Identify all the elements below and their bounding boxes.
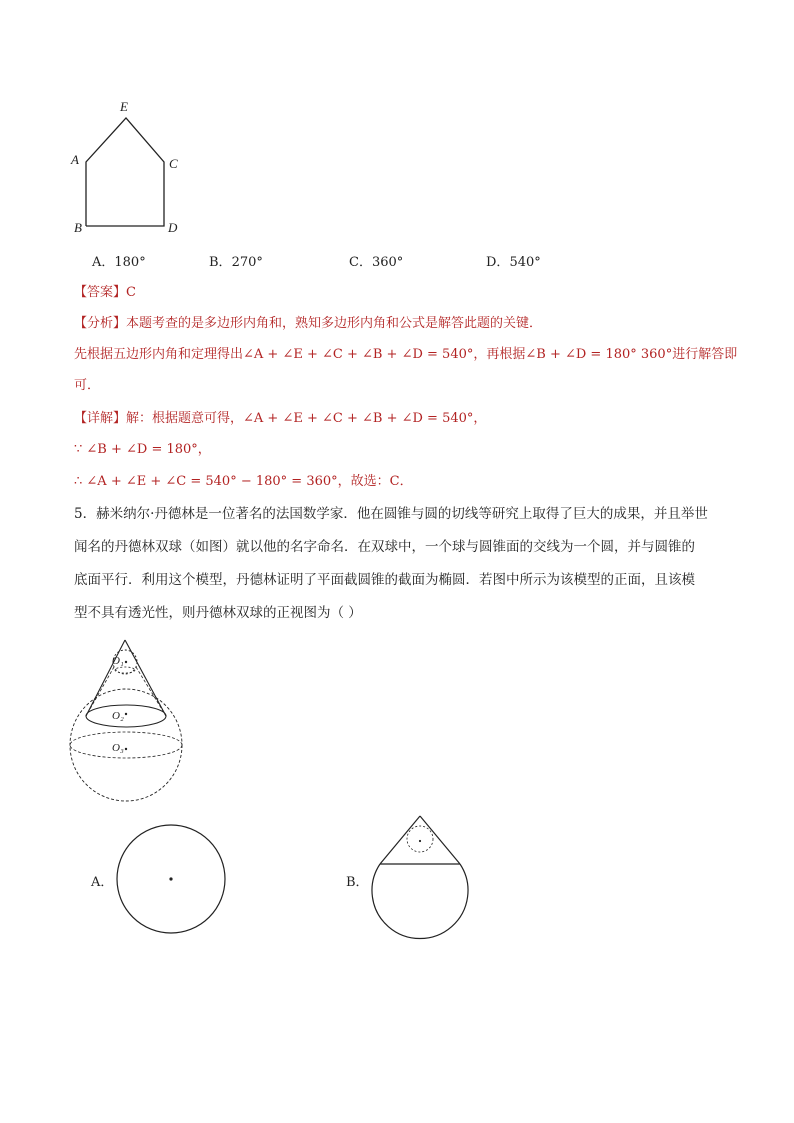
option-b: B．270° — [209, 255, 263, 270]
label-o3: O₃ — [112, 742, 124, 754]
question5-line-4: 型不具有透光性，则丹德林双球的正视图为（ ） — [74, 605, 362, 621]
q5-option-a-label: A． — [91, 875, 114, 890]
analysis-line-2: 先根据五边形内角和定理得出∠A + ∠E + ∠C + ∠B + ∠D = 540°，再根据∠B + ∠D = 180° 360°进行解答即 — [74, 347, 738, 362]
answer-value: C — [126, 285, 136, 300]
detail-line-3: ∴ ∠A + ∠E + ∠C = 540° − 180° = 360°，故选：C． — [74, 474, 413, 489]
analysis-tag: 【分析】 — [74, 316, 127, 331]
option-c: C．360° — [349, 255, 404, 270]
label-e: E — [120, 99, 128, 114]
analysis-line-1: 【分析】本题考查的是多边形内角和，熟知多边形内角和公式是解答此题的关键． — [74, 316, 543, 331]
analysis-line-3: 可． — [74, 378, 101, 393]
label-d: D — [168, 220, 178, 235]
label-o2: O₂ — [112, 710, 124, 722]
option-d: D．540° — [486, 255, 541, 270]
question5-line-3: 底面平行．利用这个模型，丹德林证明了平面截圆锥的截面为椭圆．若图中所示为该模型的正面，且该模 — [74, 572, 695, 588]
q5-option-b-label: B． — [346, 875, 369, 890]
label-b: B — [74, 220, 82, 235]
detail-line-2: ∵ ∠B + ∠D = 180°， — [74, 442, 211, 457]
label-o1: O₁ — [112, 655, 124, 667]
question5-line-1: 5．赫米纳尔·丹德林是一位著名的法国数学家．他在圆锥与圆的切线等研究上取得了巨大的成果，并且举世 — [74, 506, 708, 522]
detail-tag: 【详解】 — [74, 411, 127, 426]
question5-line-2: 闻名的丹德林双球（如图）就以他的名字命名．在双球中，一个球与圆锥面的交线为一个圆，并与圆锥的 — [74, 539, 695, 555]
label-c: C — [169, 156, 178, 171]
option-a: A．180° — [92, 255, 146, 270]
answer-tag: 【答案】 — [74, 285, 127, 300]
label-a: A — [71, 152, 79, 167]
detail-line-1: 【详解】解：根据题意可得，∠A + ∠E + ∠C + ∠B + ∠D = 540°， — [74, 411, 487, 426]
